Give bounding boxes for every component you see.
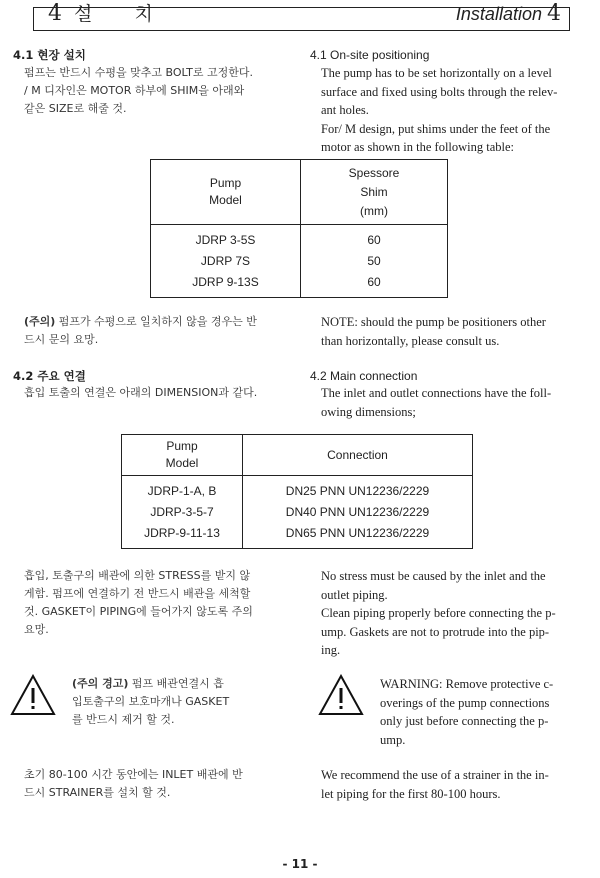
header-line: Pump [209, 176, 242, 190]
text-line: outlet piping. [321, 587, 388, 602]
text-line: 것. GASKET이 PIPING에 들어가지 않도록 주의 [24, 605, 253, 618]
header-line: Model [165, 456, 199, 470]
table-row [151, 271, 448, 297]
strainer-text-kr [24, 766, 294, 802]
header-line: Spessore [348, 165, 400, 180]
chapter-title-en-text: Installation [455, 4, 542, 24]
warning-triangle-icon [318, 674, 364, 716]
connection-table [121, 434, 473, 549]
chapter-title-kr [48, 1, 171, 26]
section-4-2-text-kr: 흡입 토출의 연결은 아래의 DIMENSION과 같다. [24, 386, 258, 399]
shim-table [150, 159, 448, 298]
table-row [122, 501, 473, 522]
table-row [122, 476, 473, 502]
note-text-kr: 펌프가 수평으로 일치하지 않을 경우는 반 [55, 315, 257, 328]
table-cell-value: 60 [367, 274, 381, 289]
text-line: 펌프는 반드시 수평을 맞추고 BOLT로 고정한다. [24, 66, 253, 79]
table-cell-value: 60 [367, 233, 381, 248]
text-line: than horizontally, please consult us. [321, 333, 500, 348]
section-4-2-heading-kr: 4.2 주요 연결 [13, 369, 86, 383]
table-header-model [151, 160, 301, 225]
note-en [321, 313, 591, 350]
section-4-1-heading-kr: 4.1 현장 설치 [13, 48, 86, 62]
page-number: - 11 - [282, 857, 318, 871]
text-line: surface and fixed using bolts through the relev- [321, 84, 558, 99]
section-4-1-heading-en: 4.1 On-site positioning [310, 48, 430, 62]
header-line: (mm) [360, 203, 388, 218]
text-line: NOTE: should the pump be positioners other [321, 315, 546, 329]
text-line: overings of the pump connections [380, 695, 550, 710]
text-line: ump. [380, 732, 406, 747]
table-cell-model: JDRP-1-A, B [122, 476, 243, 502]
text-line: 드시 STRAINER를 설치 할 것. [24, 786, 171, 799]
table-header-shim [301, 160, 448, 225]
text-line: WARNING: Remove protective c- [380, 677, 554, 691]
text-line: owing dimensions; [321, 404, 416, 419]
text-line: / M 디자인은 MOTOR 하부에 SHIM을 아래와 [24, 84, 245, 97]
table-cell-model: JDRP-3-5-7 [122, 501, 243, 522]
text-line: Clean piping properly before connecting the p- [321, 606, 556, 620]
text-line [24, 313, 294, 331]
text-line: 요망. [24, 623, 49, 636]
text-line [72, 675, 282, 693]
text-line: 게함. 펌프에 연결하기 전 반드시 배관을 세척할 [24, 587, 251, 600]
section-4-2-text-en [321, 384, 591, 421]
chapter-number-right: 4 [547, 1, 561, 26]
section-4-2-heading-en: 4.2 Main connection [310, 369, 418, 383]
strainer-text-en [321, 766, 591, 803]
header-line: Shim [360, 184, 388, 199]
text-line: The inlet and outlet connections have the foll- [321, 386, 552, 400]
section-4-1-text-kr [24, 64, 294, 118]
note-label-kr: (주의) [24, 315, 56, 328]
header-line: Model [209, 193, 242, 207]
warning-text-kr [72, 675, 282, 729]
table-cell-connection: DN40 PNN UN12236/2229 [285, 504, 430, 519]
table-cell-model: JDRP-9-11-13 [122, 523, 243, 549]
text-line: 입토출구의 보호마개나 GASKET [72, 695, 230, 708]
note-kr [24, 313, 294, 349]
stress-text-kr [24, 567, 294, 639]
text-line: 같은 SIZE로 해줄 것. [24, 102, 127, 115]
text-line: 를 반드시 제거 할 것. [72, 713, 175, 726]
table-row [151, 225, 448, 251]
header-line: Pump [166, 439, 198, 453]
warning-triangle-icon [10, 674, 56, 716]
table-header-row [151, 160, 448, 225]
table-header-model [122, 435, 243, 476]
stress-text-en [321, 567, 591, 660]
section-4-1-text-en [321, 64, 591, 157]
chapter-title-en [455, 1, 561, 26]
table-cell-value: 50 [367, 253, 381, 268]
text-line: 흡입, 토출구의 배관에 의한 STRESS를 받지 않 [24, 569, 251, 582]
chapter-title-kr-text: 설 치 [74, 3, 171, 25]
chapter-number: 4 [48, 1, 63, 26]
text-line: 초기 80-100 시간 동안에는 INLET 배관에 반 [24, 768, 243, 781]
text-line: The pump has to be set horizontally on a level [321, 66, 552, 80]
text-line: let piping for the first 80-100 hours. [321, 786, 501, 801]
text-line: motor as shown in the following table: [321, 140, 515, 154]
text-line: For/ M design, put shims under the feet of the [321, 121, 551, 136]
table-cell-model: JDRP 9-13S [151, 271, 301, 297]
table-row [151, 251, 448, 272]
table-cell-connection: DN25 PNN UN12236/2229 [285, 483, 430, 498]
table-row [122, 523, 473, 549]
table-cell-model: JDRP 7S [151, 251, 301, 272]
text-line: ing. [321, 643, 341, 657]
text-line: ump. Gaskets are not to protrude into the pip- [321, 624, 550, 639]
text-line: only just before connecting the p- [380, 714, 549, 728]
warning-label-kr: (주의 경고) [72, 677, 129, 690]
table-header-connection: Connection [243, 435, 473, 476]
table-header-row [122, 435, 473, 476]
chapter-header [33, 1, 570, 31]
text-line: 드시 문의 요망. [24, 333, 99, 346]
warning-text-en [380, 675, 592, 749]
warning-line-kr: 펌프 배관연결시 흡 [128, 677, 224, 690]
text-line: No stress must be caused by the inlet and the [321, 569, 546, 583]
table-cell-connection: DN65 PNN UN12236/2229 [285, 526, 430, 541]
text-line: We recommend the use of a strainer in the in- [321, 768, 549, 782]
table-cell-model: JDRP 3-5S [151, 225, 301, 251]
text-line: ant holes. [321, 103, 369, 117]
